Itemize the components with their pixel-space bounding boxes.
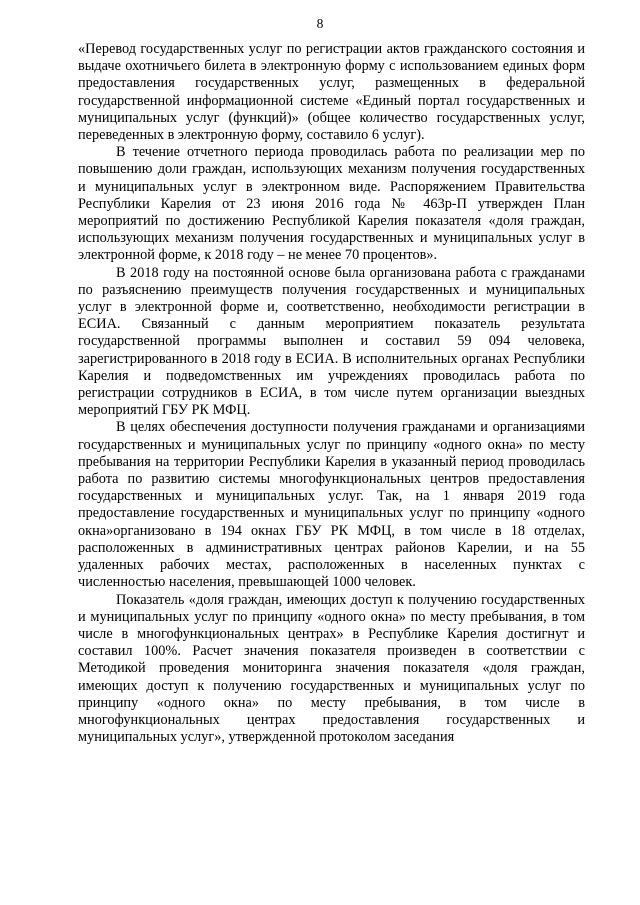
document-body [78, 41, 585, 746]
paragraph: В течение отчетного периода проводилась работа по реализации мер по повышению доли граждан, использующих механизм получения государственных и муниципальных услуг в электронном виде. Распоряжением Правительства Республики Карелия от 23 июня 2016 года № 463р-П утвержден План мероприятий по достижению Республикой Карелия показателя «доля граждан, использующих механизм получения государственных и муниципальных услуг в электронной форме, к 2018 году – не менее 70 процентов». [78, 144, 585, 264]
paragraph: Показатель «доля граждан, имеющих доступ к получению государственных и муниципальных услуг по принципу «одного окна» по месту пребывания, в том числе в многофункциональных центрах» в Республике Карелия достигнут и составил 100%. Расчет значения показателя произведен в соответствии с Методикой проведения мониторинга значения показателя «доля граждан, имеющих доступ к получению государственных и муниципальных услуг по принципу «одного окна» по месту пребывания, в том числе в многофункциональных центрах предоставления государственных и муниципальных услуг», утвержденной протоколом заседания [78, 591, 585, 746]
paragraph: В 2018 году на постоянной основе была организована работа с гражданами по разъяснению преимуществ получения государственных и муниципальных услуг в электронной форме и, соответственно, необходимости регистрации в ЕСИА. Связанный с данным мероприятием показатель результата государственной программы выполнен и составил 59 094 человека, зарегистрированного в 2018 году в ЕСИА. В исполнительных органах Республики Карелия и подведомственных им учреждениях проводилась работа по регистрации сотрудников в ЕСИА, в том числе путем организации выездных мероприятий ГБУ РК МФЦ. [78, 264, 585, 419]
paragraph: «Перевод государственных услуг по регистрации актов гражданского состояния и выдаче охотничьего билета в электронную форму с использованием единых форм предоставления государственных услуг, размещенных в федеральной государственной информационной системе «Единый портал государственных и муниципальных услуг (функций)» (общее количество государственных услуг, переведенных в электронную форму, составило 6 услуг). [78, 41, 585, 144]
page-number: 8 [316, 16, 324, 31]
paragraph: В целях обеспечения доступности получения гражданами и организациями государственных и муниципальных услуг по принципу «одного окна» по месту пребывания на территории Республики Карелия в указанный период проводилась работа по развитию системы многофункциональных центров предоставления государственных и муниципальных услуг. Так, на 1 января 2019 года предоставление государственных и муниципальных услуг по принципу «одного окна»организовано в 194 окнах ГБУ РК МФЦ, в том числе в 18 отделах, расположенных в административных центрах районов Карелии, и на 55 удаленных рабочих местах, расположенных в населенных пунктах с численностью населения, превышающей 1000 человек. [78, 419, 585, 591]
